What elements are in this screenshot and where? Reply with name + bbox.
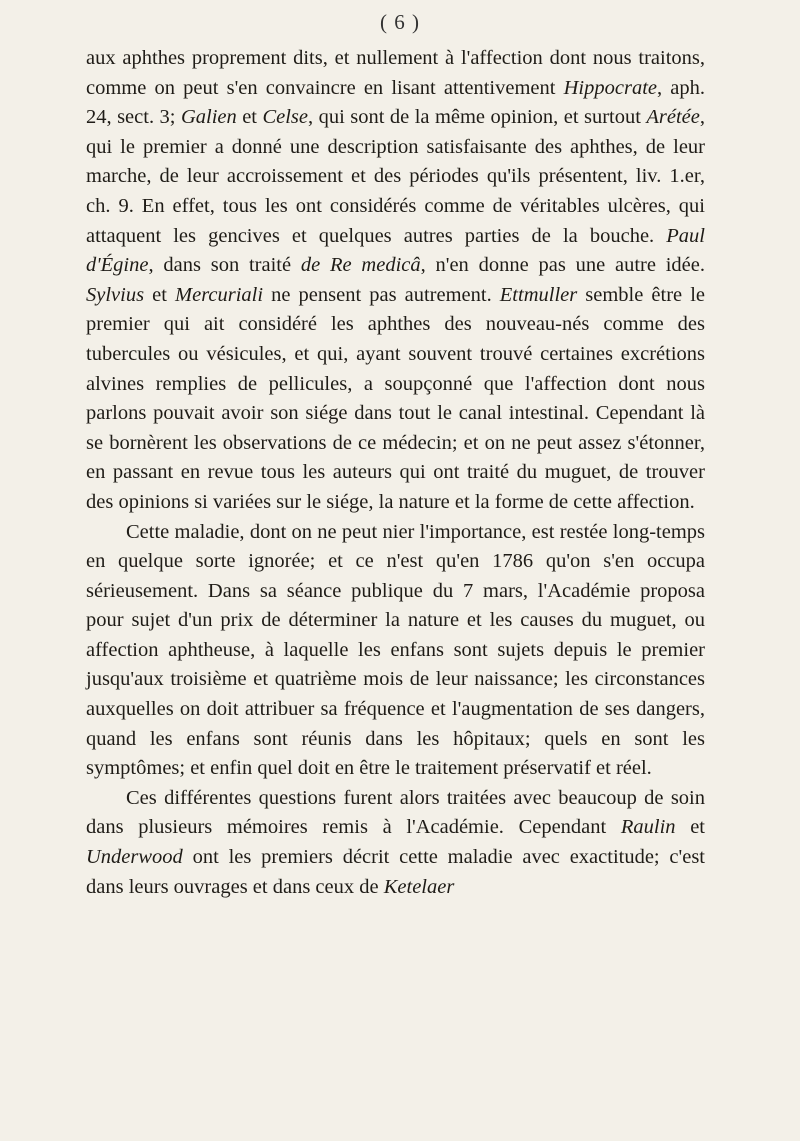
italic-name: Ketelaer: [383, 875, 455, 898]
text-run: et: [675, 816, 706, 839]
italic-name: Raulin: [620, 816, 676, 839]
text-run: aux aphthes proprement dits, et nullement à l'affection dont nous traitons, comme on peut s'en convaincre en lisant attentivement: [86, 47, 705, 99]
italic-name: Hippocrate: [563, 76, 657, 99]
italic-name: Arétée: [646, 106, 700, 129]
italic-name: Mercuriali: [175, 283, 264, 306]
text-run: , qui le premier a donné une description satisfaisante des aphthes, de leur marche, de leur accroissement et des périodes qu'ils présentent, liv. 1.er, ch. 9. En effet, tous les ont considérés comme de véritables ulcères, qui attaquent les gencives et quelques autres parties de la bouche.: [86, 106, 706, 247]
text-run: ont les premiers décrit cette maladie avec exactitude; c'est dans leurs ouvrages et dans ceux de: [86, 846, 705, 898]
text-run: , dans son traité: [148, 254, 301, 277]
paragraph-3: [86, 784, 705, 902]
italic-name: Paul d'Égine: [86, 224, 705, 277]
text-run: semble être le premier qui ait considéré les aphthes des nouveau-nés comme des tubercules ou vésicules, et qui, ayant souvent trouvé certaines excrétions alvines remplies de pellicules, a soupçonné que l'affection dont nous parlons pouvait avoir son siége dans tout le canal intestinal. Cependant là se bornèrent les observations de ce médecin; et on ne peut assez s'étonner, en passant en revue tous les auteurs qui ont traité du muguet, de trouver des opinions si variées sur le siége, la nature et la forme de cette affection.: [86, 283, 705, 513]
body-text: [86, 44, 705, 902]
italic-name: Celse: [262, 106, 309, 129]
italic-name: Underwood: [86, 846, 183, 869]
paragraph-2: [86, 518, 705, 784]
text-run: Cette maladie, dont on ne peut nier l'importance, est restée long-temps en quelque sorte ignorée; et ce n'est qu'en 1786 qu'on s'en occupa sérieusement. Dans sa séance publique du 7 mars, l'Académie proposa pour sujet d'un prix de déterminer la nature et les causes du muguet, ou affection aphtheuse, à laquelle les enfans sont sujets depuis le premier jusqu'aux troisième et quatrième mois de leur naissance; les circonstances auxquelles on doit attribuer sa fréquence et l'augmentation de ses dangers, quand les enfans sont réunis dans les hôpitaux; quels en sont les symptômes; et enfin quel doit en être le traitement préservatif et réel.: [86, 520, 705, 780]
italic-name: Galien: [180, 106, 237, 129]
text-run: , aph. 24, sect. 3;: [86, 76, 705, 129]
italic-name: Ettmuller: [499, 283, 578, 306]
text-run: Ces différentes questions furent alors traitées avec beaucoup de soin dans plusieurs mémoires remis à l'Académie. Cependant: [86, 786, 705, 839]
italic-name: Sylvius: [86, 283, 145, 306]
text-run: , qui sont de la même opinion, et surtout: [308, 106, 647, 129]
text-run: et: [236, 106, 263, 129]
italic-name: de Re medicâ: [300, 254, 421, 277]
text-run: et: [144, 283, 176, 306]
paragraph-1: [86, 44, 705, 518]
text-run: , n'en donne pas une autre idée.: [420, 254, 705, 277]
page-number: ( 6 ): [380, 10, 420, 34]
text-run: ne pensent pas autrement.: [263, 283, 500, 306]
